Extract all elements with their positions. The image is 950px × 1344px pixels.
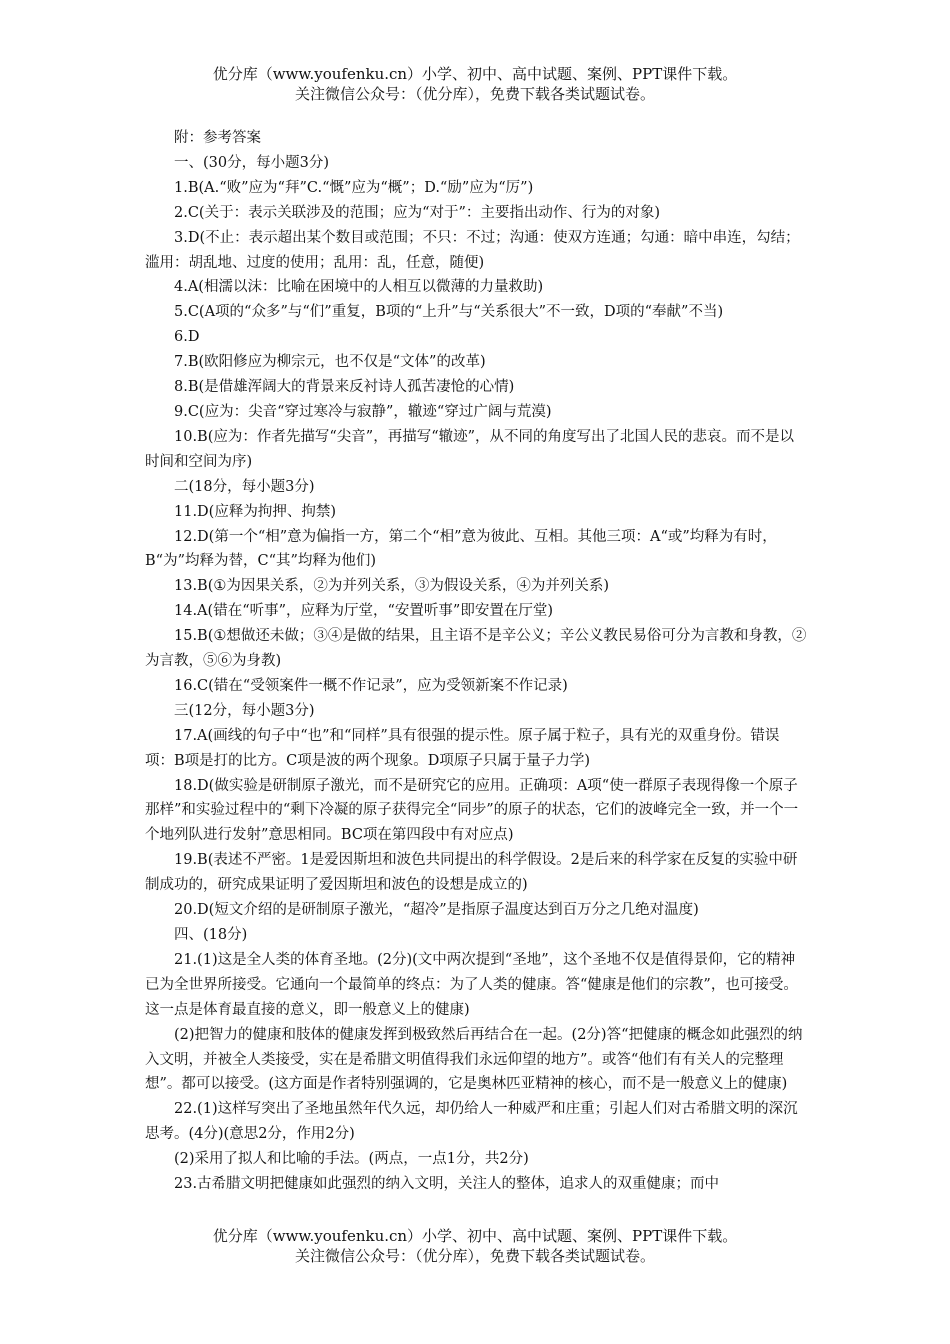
answer-item-15: 15.B(①想做还未做；③④是做的结果，且主语不是辛公义；辛公义教民易俗可分为言教和身教，②为言教，⑤⑥为身教) — [145, 628, 807, 670]
answer-item-5: 5.C(A项的“众多”与“们”重复，B项的“上升”与“关系很大”不一致，D项的“奉献”不当) — [174, 304, 724, 321]
footer-line-1: 优分库（www.youfenku.cn）小学、初中、高中试题、案例、PPT课件下载。 — [212, 1227, 738, 1245]
section-heading-4: 四、(18分) — [174, 927, 248, 943]
answer-item-11: 11.D(应释为拘押、拘禁) — [174, 503, 336, 520]
answer-item-19: 19.B(表述不严密。1是爱因斯坦和波色共同提出的科学假设。2是后来的科学家在反复的实验中研制成功的，研究成果证明了爱因斯坦和波色的设想是成立的) — [145, 852, 798, 894]
answer-item-2: 2.C(关于：表示关联涉及的范围；应为“对于”：主要指出动作、行为的对象) — [174, 204, 661, 221]
answer-item-22-2: (2)采用了拟人和比喻的手法。(两点，一点1分，共2分) — [174, 1151, 529, 1168]
answer-item-14: 14.A(错在“听事”，应释为厅堂，“安置听事”即安置在厅堂) — [174, 603, 553, 620]
answer-item-23: 23.古希腊文明把健康如此强烈的纳入文明，关注人的整体，追求人的双重健康；而中 — [174, 1176, 720, 1193]
answer-item-7: 7.B(欧阳修应为柳宗元，也不仅是“文体”的改革) — [174, 354, 486, 371]
header-line-1: 优分库（www.youfenku.cn）小学、初中、高中试题、案例、PPT课件下载。 — [212, 65, 738, 83]
answer-item-20: 20.D(短文介绍的是研制原子激光，“超冷”是指原子温度达到百万分之几绝对温度) — [174, 902, 699, 919]
answer-item-10: 10.B(应为：作者先描写“尖音”，再描写“辙迹”，从不同的角度写出了北国人民的悲哀。而不是以时间和空间为序) — [145, 428, 795, 470]
footer-line-2: 关注微信公众号：（优分库），免费下载各类试题试卷。 — [294, 1247, 655, 1265]
answer-item-21-2: (2)把智力的健康和肢体的健康发挥到极致然后再结合在一起。(2分)答“把健康的概念如此强烈的纳入文明，并被全人类接受，实在是希腊文明值得我们永远仰望的地方”。或答“他们有有关人的完整理想”。都可以接受。(这方面是作者特别强调的，它是奥林匹亚精神的核心，而不是一般意义上的健康) — [145, 1026, 803, 1093]
answer-item-18: 18.D(做实验是研制原子激光，而不是研究它的应用。正确项：A项“使一群原子表现得像一个原子那样”和实验过程中的“剩下冷凝的原子获得完全“同步”的原子的状态，它们的波峰完全一致，并一个一个地列队进行发射”意思相同。BC项在第四段中有对应点) — [145, 777, 799, 844]
answer-item-22-1: 22.(1)这样写突出了圣地虽然年代久远，却仍给人一种威严和庄重；引起人们对古希腊文明的深沉思考。(4分)(意思2分，作用2分) — [145, 1101, 798, 1143]
answer-item-8: 8.B(是借雄浑阔大的背景来反衬诗人孤苦凄怆的心情) — [174, 379, 515, 396]
answer-item-6: 6.D — [174, 329, 200, 346]
page-header — [0, 64, 950, 104]
answer-item-17: 17.A(画线的句子中“也”和“同样”具有很强的提示性。原子属于粒子，具有光的双重身份。错误项：B项是打的比方。C项是波的两个现象。D项原子只属于量子力学) — [145, 727, 780, 769]
answer-item-3: 3.D(不止：表示超出某个数目或范围；不只：不过；沟通：使双方连通；勾通：暗中串连，勾结；滥用：胡乱地、过度的使用；乱用：乱，任意，随便) — [145, 229, 800, 271]
section-heading-1: 一、(30分，每小题3分) — [174, 154, 329, 171]
answer-heading: 附：参考答案 — [174, 130, 261, 146]
section-heading-2: 二(18分，每小题3分) — [174, 478, 315, 495]
answer-content — [145, 126, 807, 1197]
answer-item-1: 1.B(A.“败”应为“拜”C.“慨”应为“概”；D.“励”应为“厉”) — [174, 179, 534, 196]
section-heading-3: 三(12分，每小题3分) — [174, 702, 315, 719]
header-line-2: 关注微信公众号：（优分库），免费下载各类试题试卷。 — [294, 85, 655, 103]
answer-item-13: 13.B(①为因果关系，②为并列关系，③为假设关系，④为并列关系) — [174, 578, 610, 595]
answer-item-21-1: 21.(1)这是全人类的体育圣地。(2分)(文中两次提到“圣地”，这个圣地不仅是值得景仰，它的精神已为全世界所接受。它通向一个最简单的终点：为了人类的健康。答“健康是他们的宗教”，也可接受。这一点是体育最直接的意义，即一般意义上的健康) — [145, 951, 798, 1018]
answer-item-12: 12.D(第一个“相”意为偏指一方，第二个“相”意为彼此、互相。其他三项：A“或”均释为有时，B“为”均释为替，C“其”均释为他们) — [145, 528, 777, 570]
answer-item-9: 9.C(应为：尖音“穿过寒冷与寂静”，辙迹“穿过广阔与荒漠) — [174, 403, 552, 420]
answer-item-4: 4.A(相濡以沫：比喻在困境中的人相互以微薄的力量救助) — [174, 279, 544, 296]
answer-item-16: 16.C(错在“受领案件一概不作记录”，应为受领新案不作记录) — [174, 677, 568, 694]
page-footer — [0, 1226, 950, 1266]
